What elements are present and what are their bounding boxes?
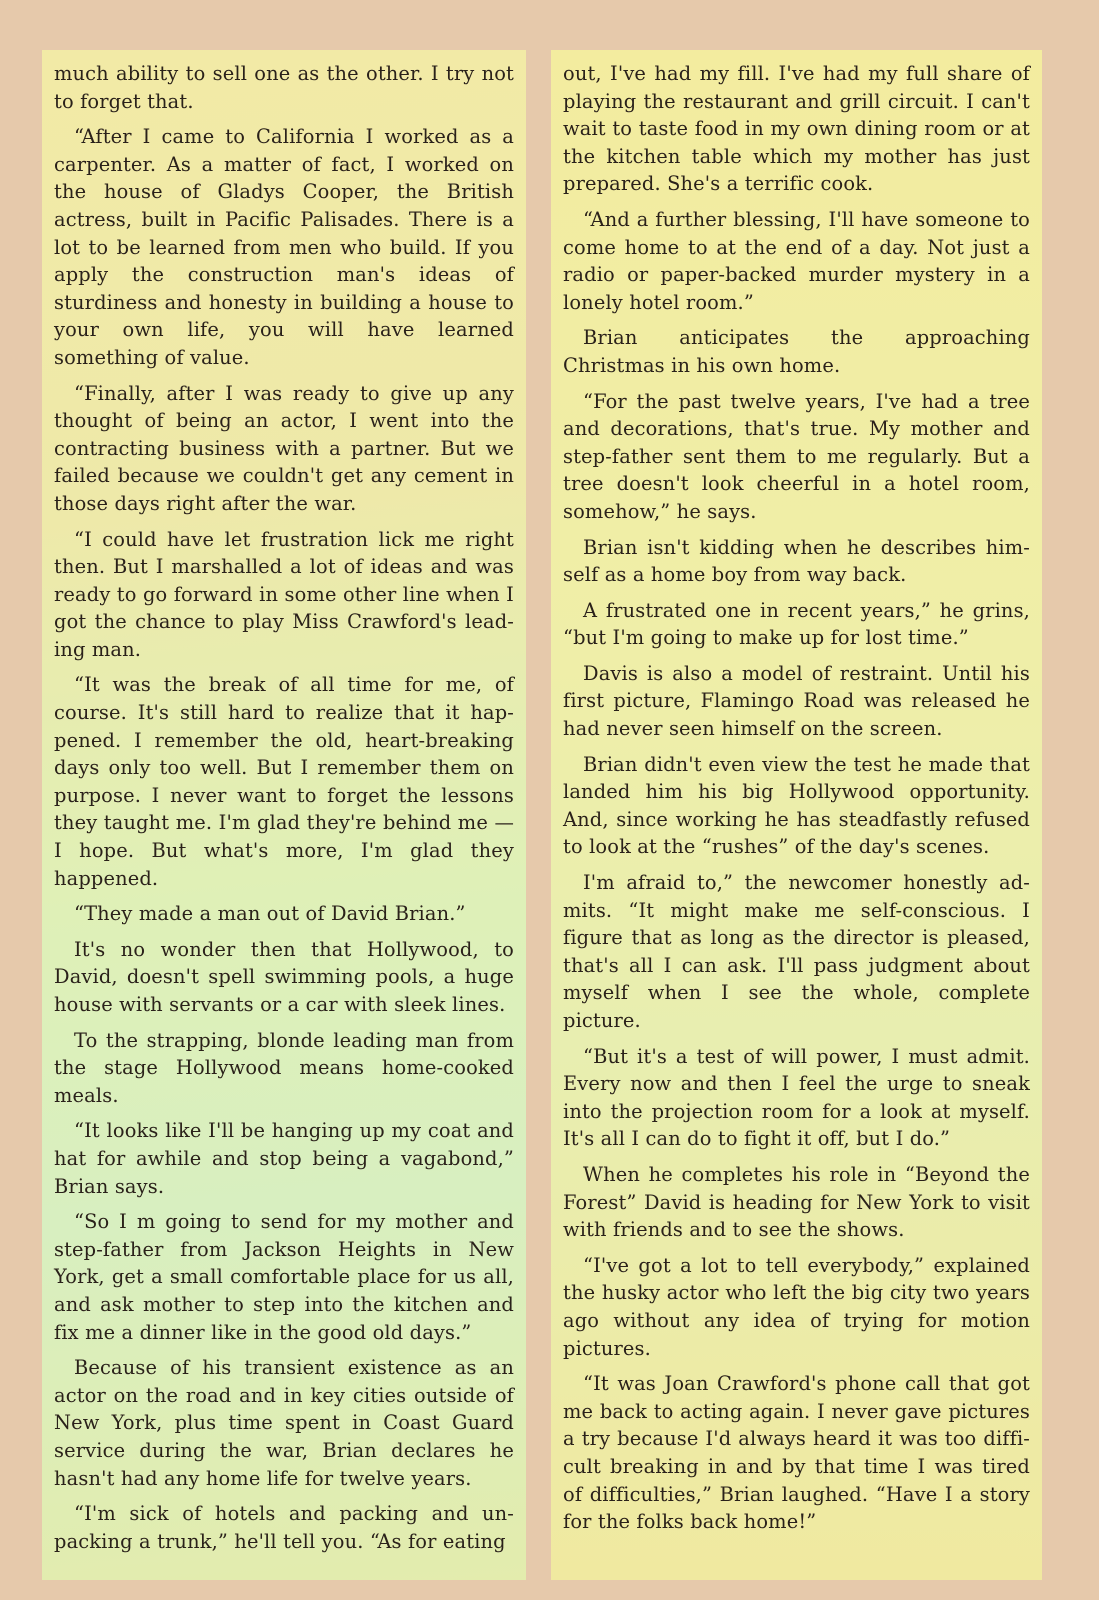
article-paragraph: Davis is also a model of restraint. Until his first picture, Flamingo Road was released he had never seen himself on the screen. [563, 661, 1030, 741]
article-paragraph: “I'm sick of hotels and packing and un-packing a trunk,” he'll tell you. “As for eating [54, 1502, 514, 1553]
article-paragraph: much ability to sell one as the other. I try not to forget that. [54, 62, 514, 113]
article-paragraph: Because of his transient existence as an actor on the road and in key cities outside of New York, plus time spent in Coast Guard service during the war, Brian declares he hasn't had any home life for twelve years. [54, 1356, 514, 1490]
article-paragraph: “I could have let frustration lick me right then. But I marshalled a lot of ideas and was ready to go forward in some other line when I got the chance to play Miss Crawford's lead-ing man. [54, 527, 514, 661]
article-paragraph: A frustrated one in recent years,” he grins, “but I'm going to make up for lost time.” [563, 598, 1030, 650]
article-paragraph: “They made a man out of David Brian.” [74, 902, 466, 926]
article-paragraph: “It was Joan Crawford's phone call that got me back to acting again. I never gave pictures a try because I'd always heard it was too diffi-cult breaking in and by that time I was tired of difficulties,” Brian laughed. “Have I a story for the folks back home!” [563, 1372, 1030, 1534]
article-paragraph: “So I m going to send for my mother and step-father from Jackson Heights in New York, get a small comfortable place for us all, and ask mother to step into the kitchen and fix me a dinner like in the good old days.” [54, 1210, 514, 1344]
article-paragraph: “After I came to California I worked as a carpenter. As a matter of fact, I worked on the house of Gladys Cooper, the British actress, built in Pacific Palisades. There is a lot to be learned from men who build. If you apply the construction man's ideas of sturdiness and honesty in building a house to your own life, you will have learned something of value. [54, 125, 514, 369]
article-paragraph: out, I've had my fill. I've had my full share of playing the restaurant and grill circuit. I can't wait to taste food in my own dining room or at the kitchen table which my mother has just prepared. She's a terrific cook. [563, 62, 1030, 196]
article-paragraph: Brian didn't even view the test he made that landed him his big Hollywood opportunity. And, since working he has steadfastly refused to look at the “rushes” of the day's scenes. [563, 752, 1030, 859]
article-paragraph: “It was the break of all time for me, of course. It's still hard to realize that it hap-pened. I remember the old, heart-breaking days only too well. But I remember them on purpose. I never want to forget the lessons they taught me. I'm glad they're behind me —I hope. But what's more, I'm glad they happened. [54, 673, 514, 890]
article-paragraph: “But it's a test of will power, I must admit. Every now and then I feel the urge to sneak into the projection room for a look at myself. It's all I can do to fight it off, but I do.” [563, 1044, 1030, 1151]
article-paragraph: “Finally, after I was ready to give up any thought of being an actor, I went into the contracting business with a partner. But we failed because we couldn't get any cement in those days right after the war. [54, 381, 514, 515]
text-column-right [551, 50, 1042, 1580]
article-paragraph: “For the past twelve years, I've had a tree and decorations, that's true. My mother and step-father sent them to me regularly. But a tree doesn't look cheerful in a hotel room, somehow,” he says. [563, 389, 1030, 523]
article-paragraph: I'm afraid to,” the newcomer honestly ad-mits. “It might make me self-conscious. I figure that as long as the director is pleased, that's all I can ask. I'll pass judgment about myself when I see the whole, complete picture. [563, 871, 1030, 1032]
article-paragraph: Brian isn't kidding when he describes him-self as a home boy from way back. [563, 535, 1030, 587]
article-paragraph: It's no wonder then that Hollywood, to David, doesn't spell swimming pools, a huge house with servants or a car with sleek lines. [54, 937, 514, 1016]
article-paragraph: To the strapping, blonde leading man from the stage Hollywood means home-cooked meals. [54, 1028, 514, 1107]
article-paragraph: “And a further blessing, I'll have someone to come home to at the end of a day. Not just a radio or paper-backed murder mystery in a lonely hotel room.” [563, 207, 1030, 314]
article-paragraph: “I've got a lot to tell everybody,” explained the husky actor who left the big city two years ago without any idea of trying for motion pictures. [563, 1253, 1030, 1360]
article-paragraph: When he completes his role in “Beyond the Forest” David is heading for New York to visit with friends and to see the shows. [563, 1162, 1030, 1242]
article-paragraph: “It looks like I'll be hanging up my coat and hat for awhile and stop being a vagabond,” Brian says. [54, 1119, 514, 1198]
article-paragraph: Brian anticipates the approaching Christmas in his own home. [563, 326, 1030, 377]
text-column-left [42, 50, 526, 1580]
